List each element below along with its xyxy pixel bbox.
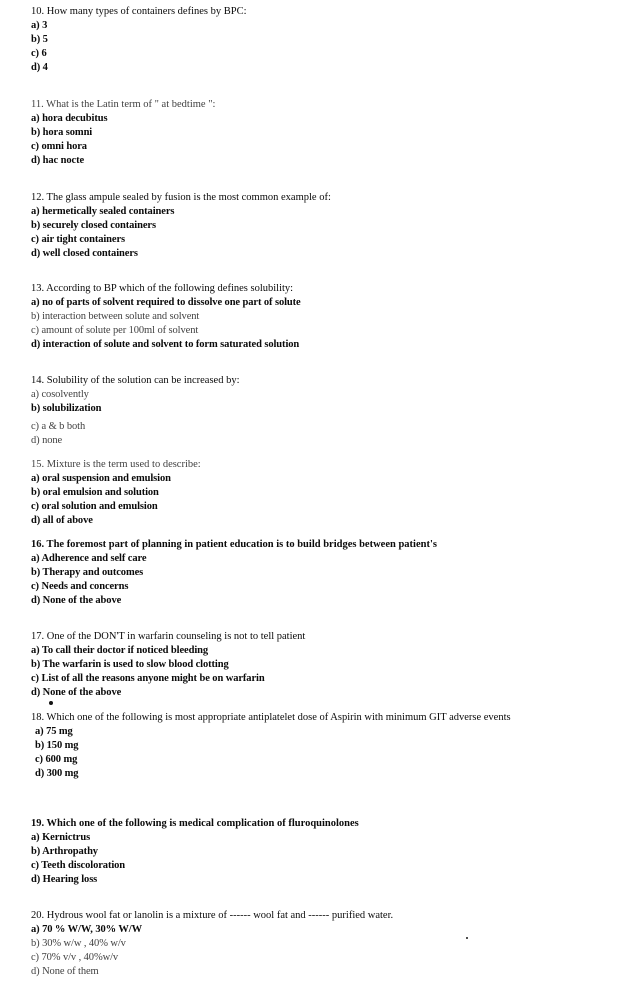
option-d: d) none xyxy=(31,435,63,446)
option-c: c) 70% v/v , 40%w/v xyxy=(31,952,119,963)
question-stem: 11. What is the Latin term of " at bedtime ": xyxy=(31,99,216,110)
question-stem: 20. Hydrous wool fat or lanolin is a mixture of ------ wool fat and ------ purified water. xyxy=(31,910,394,921)
option-b: b) 150 mg xyxy=(35,740,79,751)
option-d: d) hac nocte xyxy=(31,155,85,166)
question-stem: 13. According to BP which of the following defines solubility: xyxy=(31,283,294,294)
option-d: d) None of the above xyxy=(31,595,122,606)
scan-speck xyxy=(466,937,468,939)
question-stem: 18. Which one of the following is most appropriate antiplatelet dose of Aspirin with minimum GIT adverse events xyxy=(31,712,511,723)
option-b: b) interaction between solute and solvent xyxy=(31,311,200,322)
option-b: b) 5 xyxy=(31,34,48,45)
question-stem: 19. Which one of the following is medical complication of fluroquinolones xyxy=(31,818,359,829)
option-c: c) Needs and concerns xyxy=(31,581,129,592)
question-16 xyxy=(31,538,604,608)
question-15 xyxy=(31,458,604,528)
question-14 xyxy=(31,374,604,448)
option-c: c) omni hora xyxy=(31,141,87,152)
option-c: c) a & b both xyxy=(31,421,86,432)
question-stem: 17. One of the DON'T in warfarin counseling is not to tell patient xyxy=(31,631,306,642)
option-d: d) 300 mg xyxy=(35,768,79,779)
option-c: c) List of all the reasons anyone might be on warfarin xyxy=(31,673,265,684)
option-d: d) all of above xyxy=(31,515,93,526)
option-c: c) 6 xyxy=(31,48,47,59)
question-12 xyxy=(31,191,604,261)
question-stem: 14. Solubility of the solution can be increased by: xyxy=(31,375,240,386)
option-b: b) oral emulsion and solution xyxy=(31,487,159,498)
option-a: a) hermetically sealed containers xyxy=(31,206,175,217)
option-c: c) oral solution and emulsion xyxy=(31,501,158,512)
option-a: a) 70 % W/W, 30% W/W xyxy=(31,924,142,935)
question-stem: 10. How many types of containers defines by BPC: xyxy=(31,6,247,17)
option-b: b) Arthropathy xyxy=(31,846,98,857)
option-a: a) Kernictrus xyxy=(31,832,91,843)
question-11 xyxy=(31,98,604,168)
option-d: d) None of the above xyxy=(31,687,122,698)
question-10 xyxy=(31,5,604,75)
option-c: c) 600 mg xyxy=(35,754,78,765)
option-c: c) amount of solute per 100ml of solvent xyxy=(31,325,199,336)
option-a: a) cosolvently xyxy=(31,389,89,400)
option-a: a) To call their doctor if noticed bleeding xyxy=(31,645,209,656)
option-b: b) securely closed containers xyxy=(31,220,156,231)
question-19 xyxy=(31,817,604,887)
ink-dot xyxy=(49,701,53,705)
option-d: d) interaction of solute and solvent to form saturated solution xyxy=(31,339,300,350)
option-b: b) The warfarin is used to slow blood clotting xyxy=(31,659,229,670)
option-a: a) 3 xyxy=(31,20,48,31)
option-d: d) well closed containers xyxy=(31,248,138,259)
question-stem: 12. The glass ampule sealed by fusion is the most common example of: xyxy=(31,192,331,203)
option-b: b) Therapy and outcomes xyxy=(31,567,144,578)
question-stem: 16. The foremost part of planning in patient education is to build bridges between patient's xyxy=(31,539,437,550)
option-a: a) 75 mg xyxy=(35,726,73,737)
option-c: c) air tight containers xyxy=(31,234,126,245)
option-b: b) hora somni xyxy=(31,127,93,138)
option-d: d) Hearing loss xyxy=(31,874,98,885)
question-20 xyxy=(31,909,604,979)
option-c: c) Teeth discoloration xyxy=(31,860,126,871)
question-17 xyxy=(31,630,604,700)
option-a: a) hora decubitus xyxy=(31,113,108,124)
option-a: a) no of parts of solvent required to dissolve one part of solute xyxy=(31,297,301,308)
option-b: b) 30% w/w , 40% w/v xyxy=(31,938,126,949)
question-18 xyxy=(31,711,604,781)
question-13 xyxy=(31,282,604,352)
option-d: d) None of them xyxy=(31,966,99,977)
option-a: a) Adherence and self care xyxy=(31,553,147,564)
question-stem: 15. Mixture is the term used to describe: xyxy=(31,459,201,470)
option-d: d) 4 xyxy=(31,62,48,73)
option-a: a) oral suspension and emulsion xyxy=(31,473,171,484)
option-b: b) solubilization xyxy=(31,403,102,414)
